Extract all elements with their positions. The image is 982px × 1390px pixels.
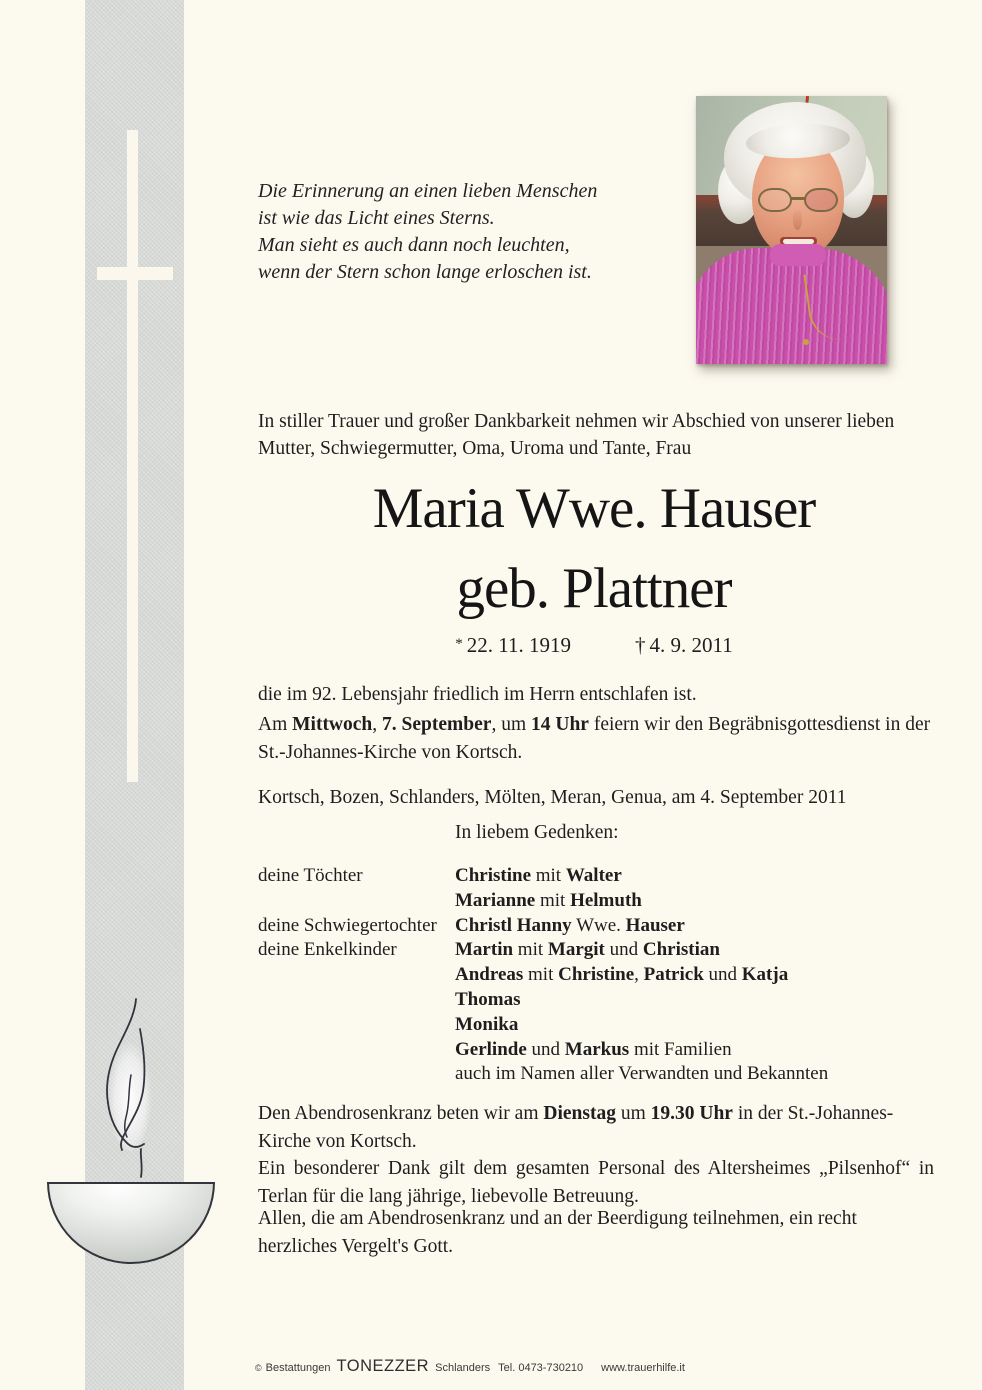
footer-label: Bestattungen — [265, 1362, 331, 1374]
rosary-text: Den Abendrosenkranz beten wir am Dienstag um 19.30 Uhr in der St.-Johannes-Kirche von Kortsch. — [258, 1103, 894, 1152]
portrait-photo — [696, 96, 887, 364]
family-row: deine Töchter Christine mit Walter — [258, 865, 622, 886]
family-row: auch im Namen aller Verwandten und Bekannten — [455, 1063, 829, 1085]
necklace-pendant — [803, 339, 809, 345]
family-list — [258, 864, 930, 1087]
family-row: deine Enkelkinder Martin mit Margit und Christian — [258, 939, 720, 961]
glasses-left-lens — [758, 188, 792, 212]
footer-phone: Tel. 0473-730210 — [498, 1362, 584, 1374]
glasses-right-lens — [804, 188, 838, 212]
family-row: Thomas — [455, 988, 521, 1010]
nose — [793, 210, 802, 230]
deceased-name-line1: Maria Wwe. Hauser — [372, 477, 816, 540]
quote-line: Die Erinnerung an einen lieben Menschen — [258, 180, 598, 202]
cross-icon-crossbar — [97, 267, 173, 280]
copyright-icon: © — [255, 1363, 262, 1373]
cross-icon — [127, 130, 138, 782]
sweater-collar — [770, 244, 826, 266]
death-cross-icon: † — [635, 633, 646, 657]
places-date-line: Kortsch, Bozen, Schlanders, Mölten, Meran, Genua, am 4. September 2011 — [258, 787, 847, 808]
funeral-home-footer — [255, 1357, 685, 1376]
quote-line: wenn der Stern schon lange erloschen ist. — [258, 261, 592, 283]
glasses-bridge — [791, 197, 805, 200]
life-dates — [258, 633, 930, 658]
death-date: † 4. 9. 2011 — [635, 633, 733, 657]
intro-text: In stiller Trauer und großer Dankbarkeit nehmen wir Abschied von unserer lieben Mutter, Schwiegermutter, Oma, Uroma und Tante, Frau — [258, 411, 895, 459]
family-row: Gerlinde und Markus mit Familien — [455, 1038, 732, 1060]
family-row: Andreas mit Christine, Patrick und Katja — [455, 964, 789, 986]
funeral-service-text: Am Mittwoch, 7. September, um 14 Uhr feiern wir den Begräbnisgottesdienst in der St.-Johannes-Kirche von Kortsch. — [258, 714, 931, 763]
gratitude-text: Allen, die am Abendrosenkranz und an der Beerdigung teilnehmen, ein recht herzliches Vergelt's Gott. — [258, 1208, 857, 1257]
thanks-text: Ein besonderer Dank gilt dem gesamten Personal des Altersheimes „Pilsenhof“ in Terlan für die lang jährige, liebevolle Betreuung. — [258, 1158, 934, 1207]
quote-line: Man sieht es auch dann noch leuchten, — [258, 234, 570, 256]
birth-date: * 22. 11. 1919 — [455, 633, 571, 657]
candle-bowl-icon — [47, 1182, 215, 1264]
remembrance-heading: In liebem Gedenken: — [455, 822, 619, 843]
memorial-quote — [258, 178, 688, 286]
family-row: deine Schwiegertochter Christl Hanny Wwe. Hauser — [258, 914, 685, 936]
birth-star-icon: * — [455, 636, 463, 652]
family-row: Marianne mit Helmuth — [455, 889, 642, 911]
deceased-name — [258, 469, 930, 629]
deceased-name-line2: geb. Plattner — [456, 557, 732, 620]
footer-website: www.trauerhilfe.it — [601, 1362, 685, 1374]
funeral-home-brand: TONEZZER — [336, 1357, 430, 1375]
footer-city: Schlanders — [435, 1362, 491, 1374]
candle-flame-icon — [98, 993, 164, 1185]
quote-line: ist wie das Licht eines Sterns. — [258, 207, 495, 229]
family-row: Monika — [455, 1013, 519, 1035]
passing-text: die im 92. Lebensjahr friedlich im Herrn entschlafen ist. — [258, 684, 697, 705]
